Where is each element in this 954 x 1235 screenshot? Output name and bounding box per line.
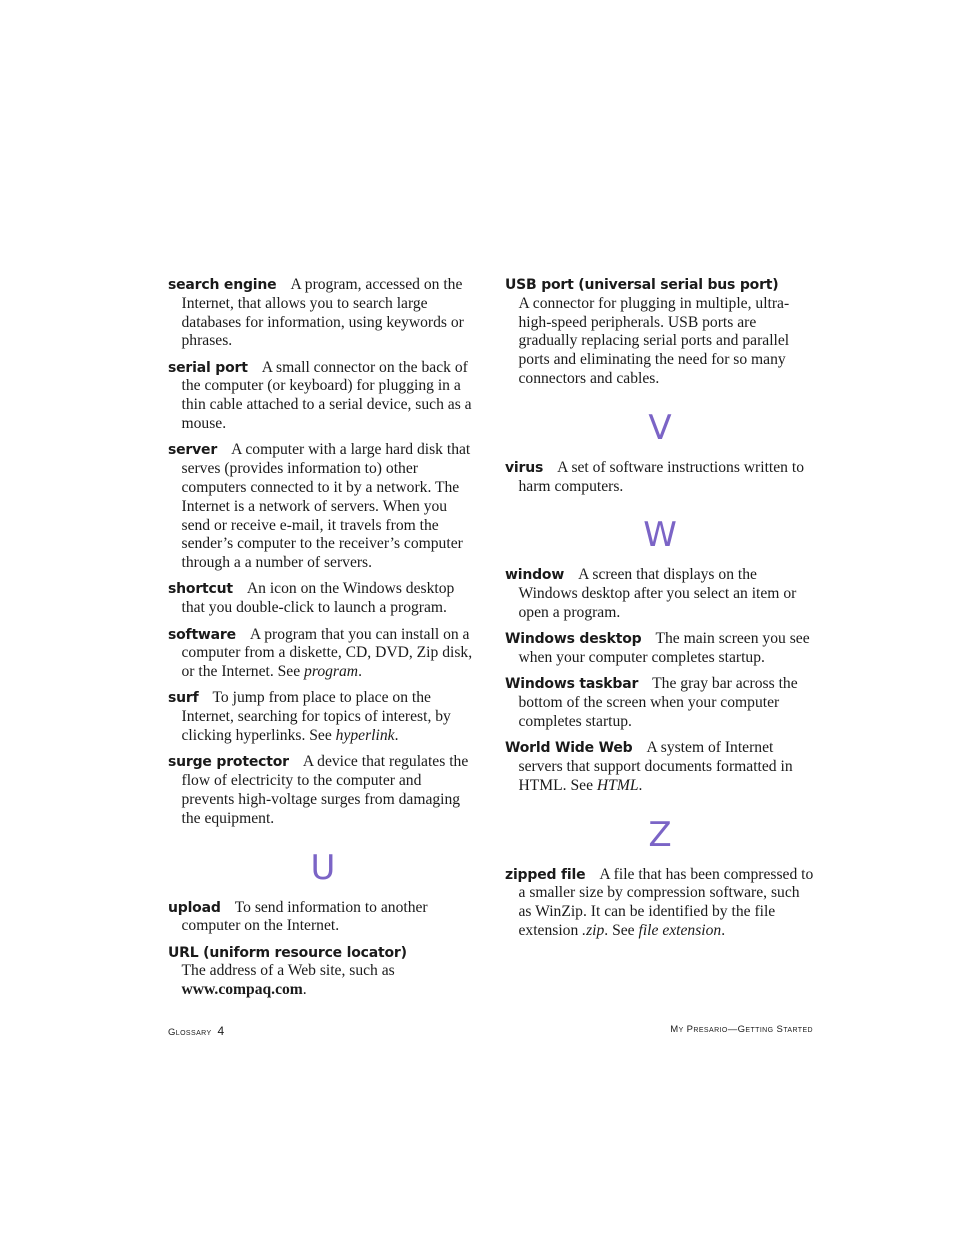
glossary-entry bbox=[505, 630, 815, 668]
glossary-entry bbox=[168, 580, 478, 618]
punctuation: . bbox=[721, 922, 726, 940]
glossary-entry bbox=[168, 689, 478, 745]
page-number: 4 bbox=[217, 1024, 225, 1038]
glossary-entry bbox=[168, 899, 478, 937]
footer-section-label: Glossary bbox=[168, 1027, 212, 1038]
section-letter-v: V bbox=[648, 407, 672, 448]
cross-reference: .zip bbox=[582, 922, 605, 940]
glossary-definition: A file that has been compressed to a smaller size by compression software, such as WinZip. It can be identified by the file extension bbox=[518, 865, 814, 940]
glossary-definition: A set of software instructions written to harm computers. bbox=[518, 458, 804, 495]
glossary-term: window bbox=[505, 567, 565, 584]
glossary-definition-continued: . See bbox=[604, 922, 639, 940]
page-footer-left bbox=[168, 1024, 225, 1038]
glossary-term: shortcut bbox=[168, 581, 233, 598]
section-letter-u: U bbox=[310, 847, 336, 888]
glossary-term: zipped file bbox=[505, 866, 586, 883]
glossary-definition: A system of Internet servers that support documents formatted in HTML. See bbox=[518, 739, 793, 794]
glossary-definition: The main screen you see when your computer completes startup. bbox=[518, 630, 810, 667]
glossary-definition: A device that regulates the flow of electricity to the computer and prevents high-voltage surges from damaging the equipment. bbox=[181, 753, 469, 827]
glossary-term: USB port (universal serial bus port) bbox=[505, 277, 779, 293]
footer-book-title: My Presario—Getting Started bbox=[670, 1024, 813, 1035]
glossary-entry bbox=[168, 944, 478, 1000]
glossary-entry bbox=[168, 359, 478, 434]
glossary-term: URL (uniform resource locator) bbox=[168, 944, 407, 961]
glossary-definition: To jump from place to place on the Internet, searching for topics of interest, by clicking hyperlinks. See bbox=[181, 689, 451, 745]
url-example: www.compaq.com bbox=[181, 981, 303, 999]
glossary-definition: A small connector on the back of the computer (or keyboard) for plugging in a thin cable attached to a serial device, such as a mouse. bbox=[181, 358, 472, 433]
glossary-definition: A computer with a large hard disk that serves (provides information to) other computers connected to it by a network. The Internet is a network of servers. When you send or receive e-mail, it travels from the sender’s computer to the receiver’s computer through a a number of servers. bbox=[181, 441, 471, 572]
glossary-definition: The address of a Web site, such as bbox=[181, 962, 395, 980]
section-letter-w: W bbox=[643, 515, 677, 556]
glossary-entry bbox=[505, 675, 815, 731]
glossary-term: upload bbox=[168, 899, 221, 916]
cross-reference: hyperlink bbox=[335, 727, 395, 745]
page-footer-right bbox=[670, 1024, 813, 1035]
glossary-definition: A screen that displays on the Windows desktop after you select an item or open a program. bbox=[518, 566, 797, 621]
glossary-entry bbox=[505, 566, 815, 622]
glossary-term: Windows taskbar bbox=[505, 676, 639, 693]
section-letter-z: Z bbox=[648, 814, 672, 855]
glossary-entry bbox=[505, 739, 815, 795]
punctuation: . bbox=[302, 981, 307, 999]
glossary-left-column bbox=[168, 276, 478, 1008]
glossary-right-column bbox=[505, 276, 815, 948]
glossary-entry bbox=[505, 459, 815, 497]
glossary-definition: A program, accessed on the Internet, that allows you to search large databases for information, using keywords or phrases. bbox=[181, 276, 464, 350]
glossary-entry bbox=[168, 626, 478, 682]
glossary-term: server bbox=[168, 442, 218, 459]
glossary-term: surge protector bbox=[168, 754, 289, 771]
glossary-term: surf bbox=[168, 690, 199, 707]
glossary-term: World Wide Web bbox=[505, 740, 633, 757]
cross-reference: HTML bbox=[596, 776, 639, 794]
cross-reference: file extension bbox=[638, 922, 722, 940]
glossary-definition: The gray bar across the bottom of the screen when your computer completes startup. bbox=[518, 675, 798, 730]
glossary-term: Windows desktop bbox=[505, 631, 642, 648]
cross-reference: program bbox=[304, 663, 359, 681]
punctuation: . bbox=[394, 727, 399, 745]
glossary-entry bbox=[505, 276, 815, 389]
glossary-entry bbox=[168, 276, 478, 351]
glossary-entry bbox=[505, 866, 815, 941]
glossary-definition: A connector for plugging in multiple, ultra-high-speed peripherals. USB ports are gradually replacing serial ports and parallel ports and eliminating the need for so many connectors and cables. bbox=[518, 294, 790, 387]
glossary-entry bbox=[168, 441, 478, 573]
glossary-term: virus bbox=[505, 459, 544, 476]
glossary-definition: A program that you can install on a computer from a diskette, CD, DVD, Zip disk, or the Internet. See bbox=[181, 625, 473, 681]
punctuation: . bbox=[638, 776, 643, 794]
punctuation: . bbox=[358, 663, 362, 681]
glossary-term: software bbox=[168, 626, 236, 643]
glossary-term: search engine bbox=[168, 277, 277, 293]
glossary-term: serial port bbox=[168, 359, 248, 376]
glossary-definition: To send information to another computer on the Internet. bbox=[181, 898, 428, 935]
glossary-definition: An icon on the Windows desktop that you double-click to launch a program. bbox=[181, 580, 455, 617]
glossary-entry bbox=[168, 753, 478, 828]
